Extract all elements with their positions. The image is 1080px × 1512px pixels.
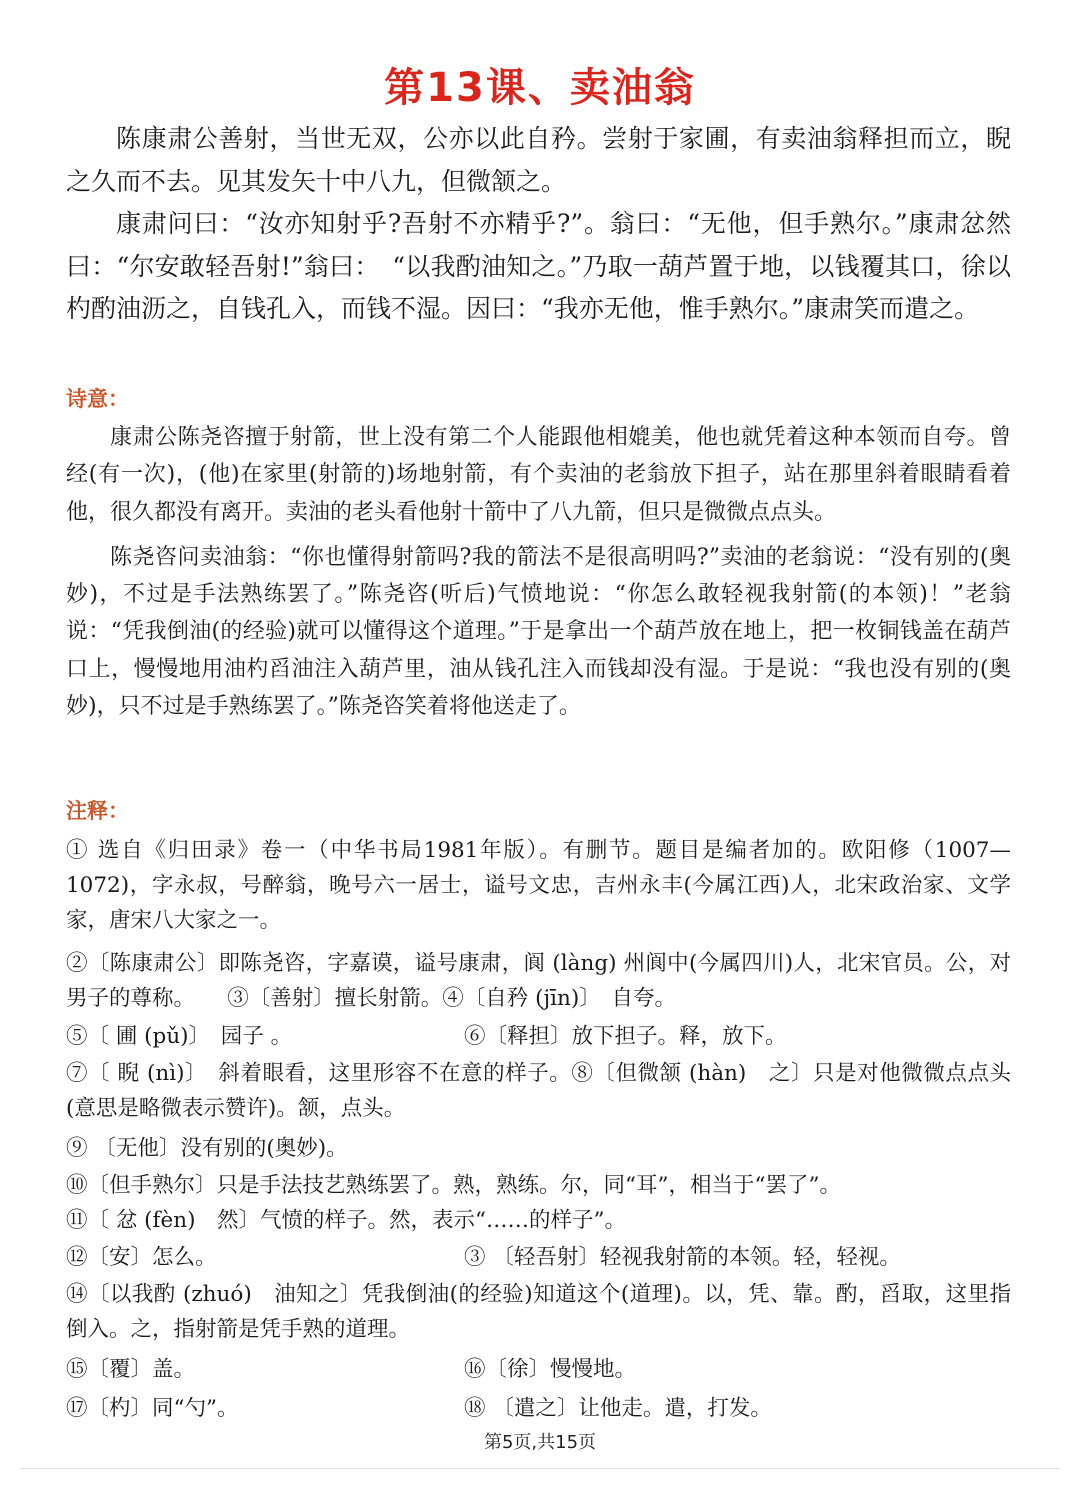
note-16: ⑯〔徐〕慢慢地。: [464, 1357, 637, 1382]
note-1: ① 选自《归田录》卷一（中华书局1981年版）。有删节。题目是编者加的。欧阳修（1007—1072)，字永叔，号醉翁，晚号六一居士，谥号文忠，吉州永丰(今属江西)人，北宋政治家、文学家，唐宋八大家之一。: [66, 838, 1011, 933]
note-2-4: ②〔陈康肃公〕即陈尧咨，字嘉谟，谥号康肃，阆 (làng) 州阆中(今属四川)人，北宋官员。公，对男子的尊称。 ③〔善射〕擅长射箭。④〔自矜 (jīn)〕 自夸。: [66, 951, 1011, 1011]
note-10: ⑩〔但手熟尔〕只是手法技艺熟练罢了。熟，熟练。尔，同“耳”，相当于“罢了”。: [66, 1173, 841, 1198]
note-17: ⑰〔杓〕同“勺”。: [66, 1396, 239, 1421]
original-paragraph-2: 康肃问曰：“汝亦知射乎?吾射不亦精乎?”。翁曰：“无他，但手熟尔。”康肃忿然曰：“尔安敢轻吾射!”翁曰： “以我酌油知之。”乃取一葫芦置于地，以钱覆其口，徐以杓酌油沥之，自钱孔入，而钱不湿。因曰：“我亦无他，惟手熟尔。”康肃笑而遣之。: [66, 209, 1011, 323]
note-11: ⑪〔 忿 (fèn) 然〕气愤的样子。然，表示“……的样子”。: [66, 1208, 626, 1233]
note-18: ⑱ 〔遣之〕让他走。遣，打发。: [464, 1396, 772, 1421]
translation-paragraph-1: 康肃公陈尧咨擅于射箭，世上没有第二个人能跟他相媲美，他也就凭着这种本领而自夸。曾经(有一次)，(他)在家里(射箭的)场地射箭，有个卖油的老翁放下担子，站在那里斜着眼睛看着他，很久都没有离开。卖油的老头看他射十箭中了八九箭，但只是微微点点头。: [66, 425, 1011, 525]
note-6: ⑥〔释担〕放下担子。释，放下。: [464, 1024, 787, 1049]
translation-paragraph-2: 陈尧咨问卖油翁：“你也懂得射箭吗?我的箭法不是很高明吗?”卖油的老翁说：“没有别的(奥妙)，不过是手法熟练罢了。”陈尧咨(听后)气愤地说：“你怎么敢轻视我射箭(的本领)！”老翁说：“凭我倒油(的经验)就可以懂得这个道理。”于是拿出一个葫芦放在地上，把一枚铜钱盖在葫芦口上，慢慢地用油杓舀油注入葫芦里，油从钱孔注入而钱却没有湿。于是说：“我也没有别的(奥妙)，只不过是手熟练罢了。”陈尧咨笑着将他送走了。: [66, 544, 1011, 720]
notes-label: 注释：: [66, 799, 129, 823]
original-paragraph-1: 陈康肃公善射，当世无双，公亦以此自矜。尝射于家圃，有卖油翁释担而立，睨之久而不去。见其发矢十中八九，但微颔之。: [66, 124, 1011, 196]
note-7-8: ⑦〔 睨 (nì)〕 斜着眼看，这里形容不在意的样子。⑧〔但微颔 (hàn) 之〕只是对他微微点点头(意思是略微表示赞许)。颔，点头。: [66, 1061, 1011, 1121]
lesson-title: 第13课、卖油翁: [384, 65, 696, 111]
note-row-17-18: [66, 1391, 1011, 1426]
note-9: ⑨ 〔无他〕没有别的(奥妙)。: [66, 1136, 348, 1161]
page-number: 第5页,共15页: [483, 1432, 597, 1453]
note-row-15-16: [66, 1352, 1011, 1387]
note-15: ⑮〔覆〕盖。: [66, 1357, 196, 1382]
original-text: [66, 118, 1011, 331]
translation-text: [66, 419, 1011, 725]
note-12: ⑫〔安〕怎么。: [66, 1245, 217, 1270]
note-13: ③ 〔轻吾射〕轻视我射箭的本领。轻，轻视。: [464, 1245, 901, 1270]
note-row-5-6: [66, 1019, 1011, 1054]
bottom-divider: [20, 1468, 1060, 1469]
translation-label: 诗意：: [66, 387, 129, 411]
note-5: ⑤〔 圃 (pǔ)〕 园子 。: [66, 1024, 293, 1049]
note-row-12-13: [66, 1240, 1011, 1275]
note-14: ⑭〔以我酌 (zhuó) 油知之〕凭我倒油(的经验)知道这个(道理)。以，凭、靠。酌，舀取，这里指倒入。之，指射箭是凭手熟的道理。: [66, 1282, 1011, 1342]
